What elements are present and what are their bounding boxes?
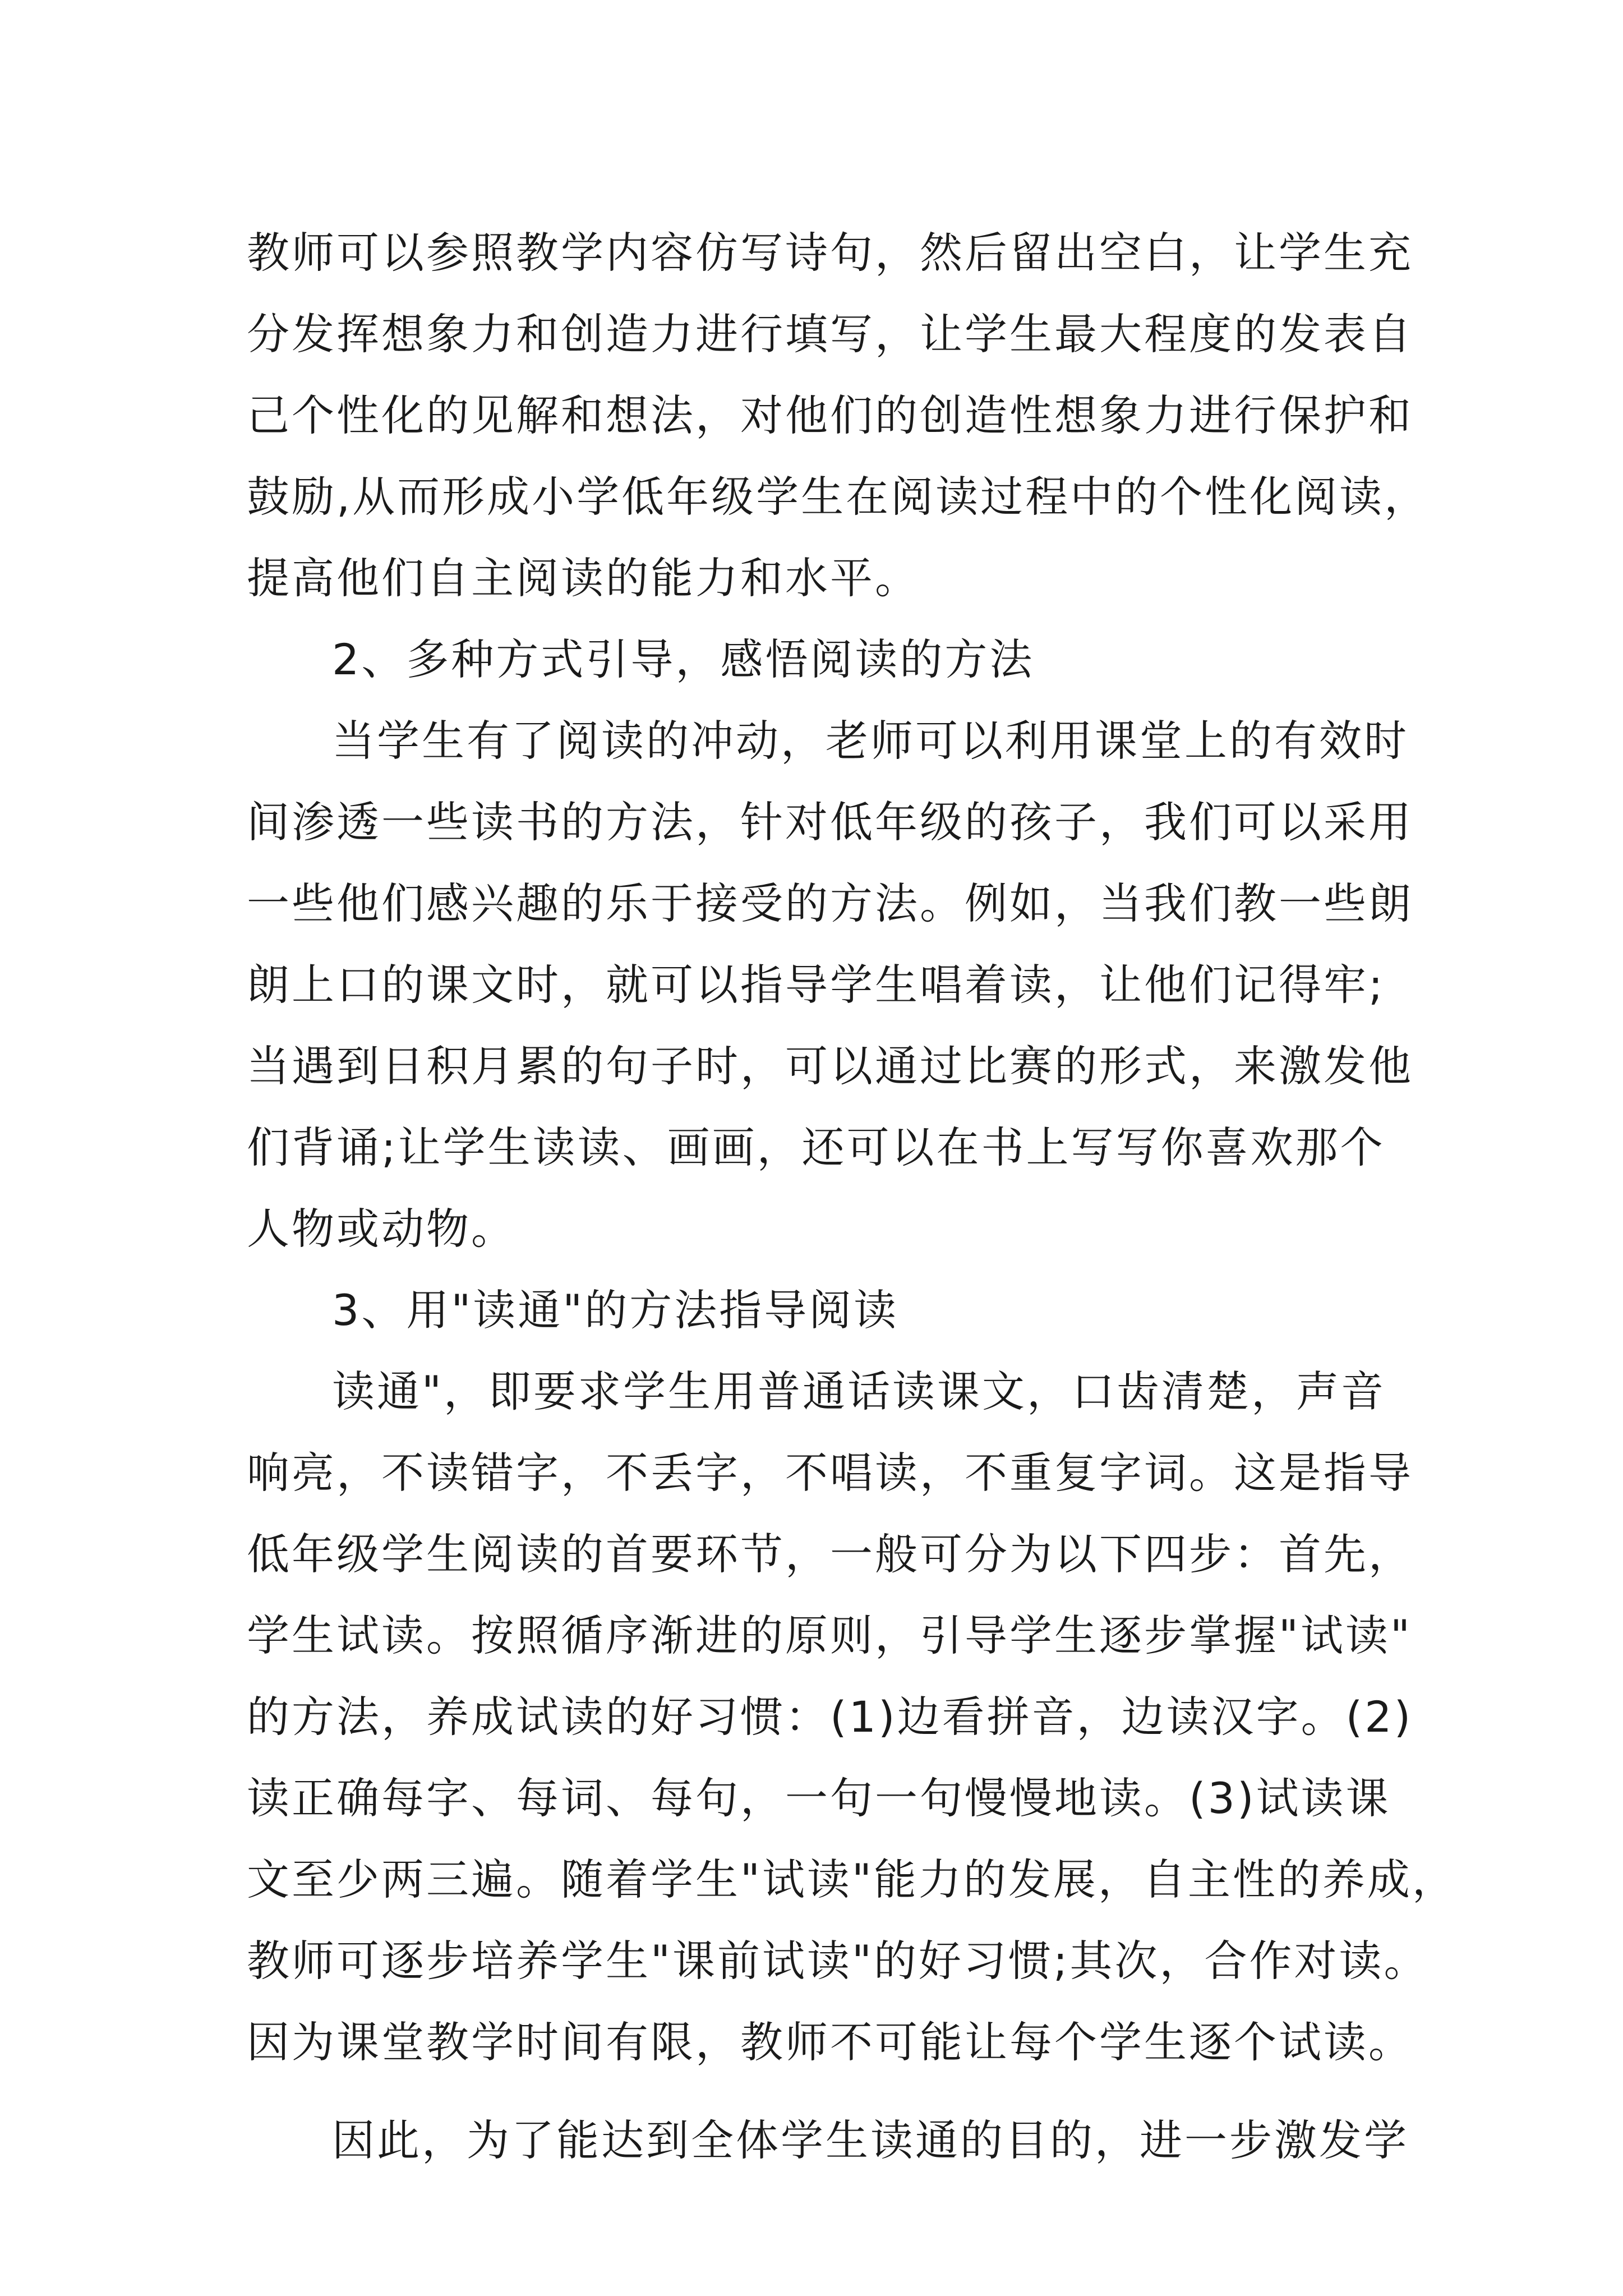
text-line: 教师可逐步培养学生"课前试读"的好习惯;其次，合作对读。 <box>247 1936 1429 1986</box>
text-line: 读正确每字、每词、每句，一句一句慢慢地读。(3)试读课 <box>247 1773 1391 1823</box>
text-line: 人物或动物。 <box>247 1204 516 1254</box>
text-line: 分发挥想象力和创造力进行填写，让学生最大程度的发表自 <box>247 309 1413 359</box>
paragraph-first-line: 当学生有了阅读的冲动，老师可以利用课堂上的有效时 <box>332 716 1409 766</box>
text-line: 学生试读。按照循序渐进的原则，引导学生逐步掌握"试读" <box>247 1611 1412 1660</box>
text-line: 己个性化的见解和想法，对他们的创造性想象力进行保护和 <box>247 390 1413 440</box>
text-line: 一些他们感兴趣的乐于接受的方法。例如，当我们教一些朗 <box>247 878 1413 928</box>
text-line: 当遇到日积月累的句子时，可以通过比赛的形式，来激发他 <box>247 1041 1413 1091</box>
section-heading: 3、用"读通"的方法指导阅读 <box>332 1285 899 1335</box>
text-line: 朗上口的课文时，就可以指导学生唱着读，让他们记得牢; <box>247 960 1385 1010</box>
document-body <box>247 212 1457 2181</box>
paragraph-first-line: 因此，为了能达到全体学生读通的目的，进一步激发学 <box>332 2115 1409 2165</box>
text-line: 文至少两三遍。随着学生"试读"能力的发展，自主性的养成， <box>247 1855 1457 1904</box>
text-line: 低年级学生阅读的首要环节，一般可分为以下四步：首先， <box>247 1529 1413 1579</box>
paragraph-spacer <box>247 2083 1380 2100</box>
text-line: 提高他们自主阅读的能力和水平。 <box>247 553 920 603</box>
paragraph-first-line: 读通"，即要求学生用普通话读课文，口齿清楚，声音 <box>332 1366 1386 1416</box>
text-line: 鼓励,从而形成小学低年级学生在阅读过程中的个性化阅读， <box>247 472 1430 522</box>
text-line: 教师可以参照教学内容仿写诗句，然后留出空白，让学生充 <box>247 228 1413 278</box>
text-line: 间渗透一些读书的方法，针对低年级的孩子，我们可以采用 <box>247 797 1413 847</box>
text-line: 因为课堂教学时间有限，教师不可能让每个学生逐个试读。 <box>247 2017 1413 2067</box>
text-line: 的方法，养成试读的好习惯：(1)边看拼音，边读汉字。(2) <box>247 1692 1413 1742</box>
text-line: 们背诵;让学生读读、画画，还可以在书上写写你喜欢那个 <box>247 1122 1385 1172</box>
section-heading: 2、多种方式引导，感悟阅读的方法 <box>332 634 1035 684</box>
text-line: 响亮，不读错字，不丢字，不唱读，不重复字词。这是指导 <box>247 1448 1413 1498</box>
